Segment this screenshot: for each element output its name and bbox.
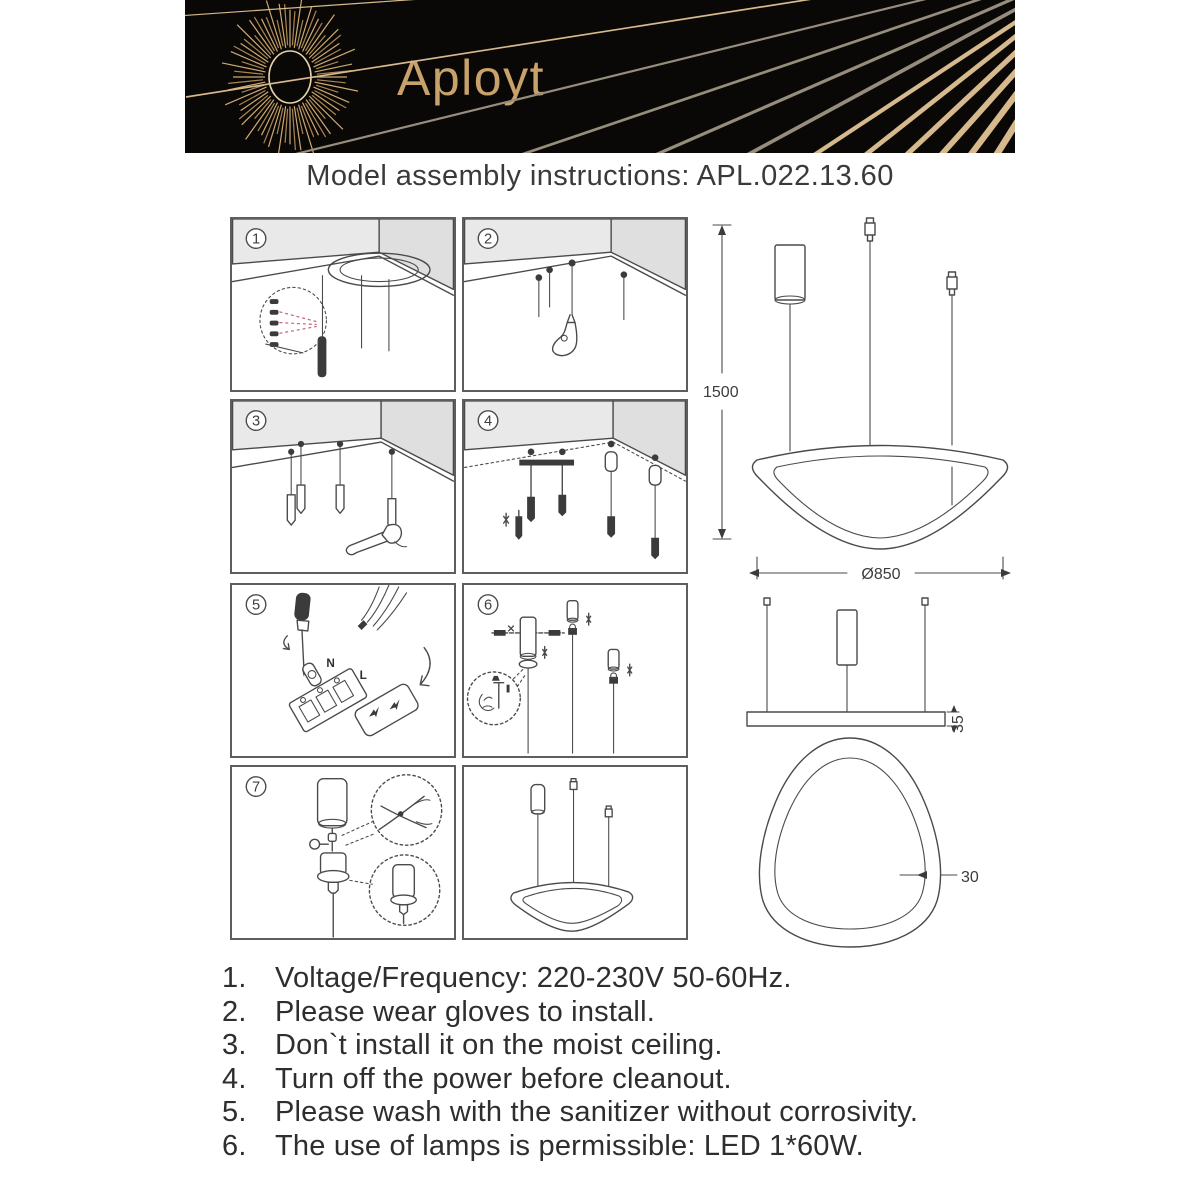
- drill-tool-icon: [553, 315, 577, 356]
- wrench-icon: [543, 647, 547, 659]
- diameter-dimension: Ø850: [861, 566, 901, 583]
- svg-text:3: 3: [251, 413, 261, 430]
- list-item: 3. Don`t install it on the moist ceiling.: [222, 1029, 723, 1061]
- svg-text:2: 2: [483, 231, 493, 248]
- mounting-bracket: [519, 448, 574, 522]
- panel-5: [230, 583, 456, 758]
- panel-6: [462, 583, 688, 758]
- press-connector-zoom: [468, 669, 526, 725]
- profile-dimension: 30: [961, 869, 979, 886]
- rotate-arrow: [420, 648, 430, 686]
- cable-gripper-1: [567, 601, 590, 753]
- canopy-assembly: [310, 779, 349, 937]
- loose-screw: [515, 510, 522, 539]
- list-item: 5. Please wash with the sanitizer without corrosivity.: [222, 1096, 919, 1128]
- svg-text:6: 6: [483, 597, 493, 614]
- list-item: 6. The use of lamps is permissible: LED 1*60W.: [222, 1129, 864, 1162]
- page-title: Model assembly instructions: APL.022.13.60: [306, 160, 894, 192]
- brand-wordmark: Aployt: [397, 50, 545, 106]
- svg-text:7: 7: [251, 779, 261, 796]
- panel-3: [230, 399, 456, 574]
- pendant-lamp-drawing: [511, 779, 633, 931]
- supply-wires: [358, 585, 407, 630]
- drill-points: [536, 259, 628, 319]
- drill-bit-icon: [318, 276, 327, 378]
- height-dimension: 1500: [703, 384, 739, 401]
- panel-8-assembled-lamp: [462, 765, 688, 940]
- wrench-icon: [587, 613, 591, 625]
- hanging-anchors: [605, 441, 661, 560]
- list-item: 4. Turn off the power before cleanout.: [222, 1062, 732, 1095]
- cable-gripper-2: [608, 649, 631, 753]
- brand-banner: [185, 0, 1015, 153]
- gripper-zoom: [350, 855, 440, 925]
- svg-text:5: 5: [251, 597, 261, 614]
- diameter-dimension-line: [749, 557, 1011, 583]
- list-item: 2. Please wear gloves to install.: [222, 995, 655, 1028]
- hammer-icon: [346, 524, 406, 554]
- terminal-block: [276, 646, 368, 733]
- dimension-drawings: [695, 205, 1020, 955]
- panel-4: [462, 399, 688, 574]
- anchor-screws: [287, 441, 395, 529]
- screw-detail-zoom: [260, 287, 326, 353]
- side-view-drawing: [703, 218, 1008, 549]
- terminal-label-n: N: [326, 657, 335, 671]
- elevation-drawing: [747, 598, 967, 733]
- svg-text:4: 4: [483, 413, 493, 430]
- panel-1: [230, 217, 456, 392]
- list-item: 1. Voltage/Frequency: 220-230V 50-60Hz.: [222, 962, 792, 994]
- thickness-dimension: 35: [950, 715, 967, 733]
- terminal-label-l: L: [359, 668, 367, 682]
- threaded-rod-assembly: [492, 617, 564, 753]
- panel-7: [230, 765, 456, 940]
- svg-text:1: 1: [251, 231, 261, 248]
- panel-2: [462, 217, 688, 392]
- wrench-icon: [504, 513, 509, 526]
- logo-center-oval: [269, 51, 311, 103]
- pliers-zoom: [342, 775, 442, 845]
- wrench-icon: [628, 664, 632, 676]
- top-view-drawing: [759, 738, 978, 947]
- instruction-list: [222, 962, 1022, 1163]
